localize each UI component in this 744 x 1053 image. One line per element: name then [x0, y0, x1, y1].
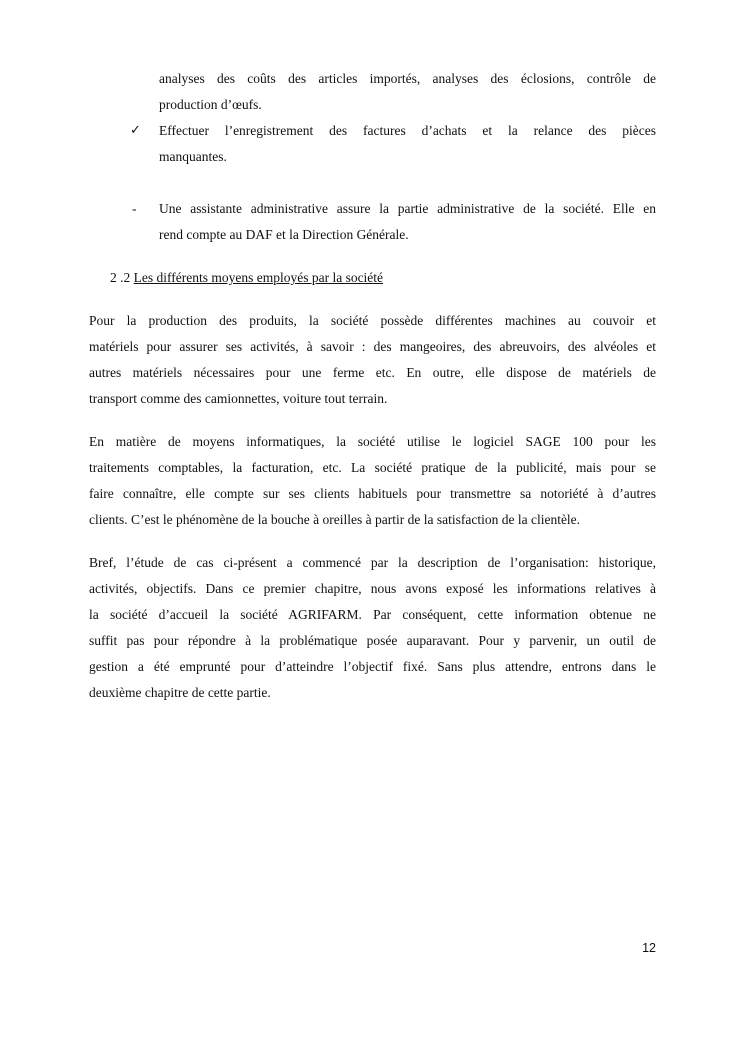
- paragraph-line: deuxième chapitre de cette partie.: [89, 685, 271, 700]
- dash-bullet-marker: -: [132, 201, 137, 216]
- paragraph-line: activités, objectifs. Dans ce premier chapitre, nous avons exposé les informations relatives à: [89, 581, 656, 596]
- bullet-item-line: rend compte au DAF et la Direction Générale.: [159, 227, 409, 242]
- paragraph-line: matériels pour assurer ses activités, à savoir : des mangeoires, des abreuvoirs, des alvéoles et: [89, 339, 656, 354]
- paragraph-line: Bref, l’étude de cas ci-présent a commencé par la description de l’organisation: historique,: [89, 555, 656, 570]
- paragraph-line: faire connaître, elle compte sur ses clients habituels pour transmettre sa notoriété à d’autres: [89, 486, 656, 501]
- paragraph-line: Pour la production des produits, la société possède différentes machines au couvoir et: [89, 313, 656, 328]
- bullet-item-line: Effectuer l’enregistrement des factures d’achats et la relance des pièces: [159, 123, 656, 138]
- paragraph-line: clients. C’est le phénomène de la bouche à oreilles à partir de la satisfaction de la clientèle.: [89, 512, 581, 527]
- section-number: 2 .2: [110, 270, 131, 285]
- section-title: Les différents moyens employés par la société: [133, 270, 384, 285]
- paragraph-line: traitements comptables, la facturation, etc. La société pratique de la publicité, mais pour se: [89, 460, 656, 475]
- section-heading: [110, 270, 383, 286]
- paragraph-line: transport comme des camionnettes, voiture tout terrain.: [89, 391, 388, 406]
- bullet-item-line: manquantes.: [159, 149, 227, 164]
- paragraph-line: autres matériels nécessaires pour une ferme etc. En outre, elle dispose de matériels de: [89, 365, 656, 380]
- paragraph-line: En matière de moyens informatiques, la société utilise le logiciel SAGE 100 pour les: [89, 434, 656, 449]
- paragraph-line: suffit pas pour répondre à la problématique posée auparavant. Pour y parvenir, un outil de: [89, 633, 656, 648]
- checkmark-icon: ✓: [130, 123, 141, 138]
- bullet-item-line: Une assistante administrative assure la partie administrative de la société. Elle en: [159, 201, 656, 216]
- list-continuation-line: analyses des coûts des articles importés, analyses des éclosions, contrôle de: [159, 71, 656, 86]
- page-number: 12: [642, 941, 656, 955]
- paragraph-line: la société d’accueil la société AGRIFARM. Par conséquent, cette information obtenue ne: [89, 607, 656, 622]
- list-continuation-line: production d’œufs.: [159, 97, 262, 112]
- paragraph-line: gestion a été emprunté pour d’atteindre l’objectif fixé. Sans plus attendre, entrons dans le: [89, 659, 656, 674]
